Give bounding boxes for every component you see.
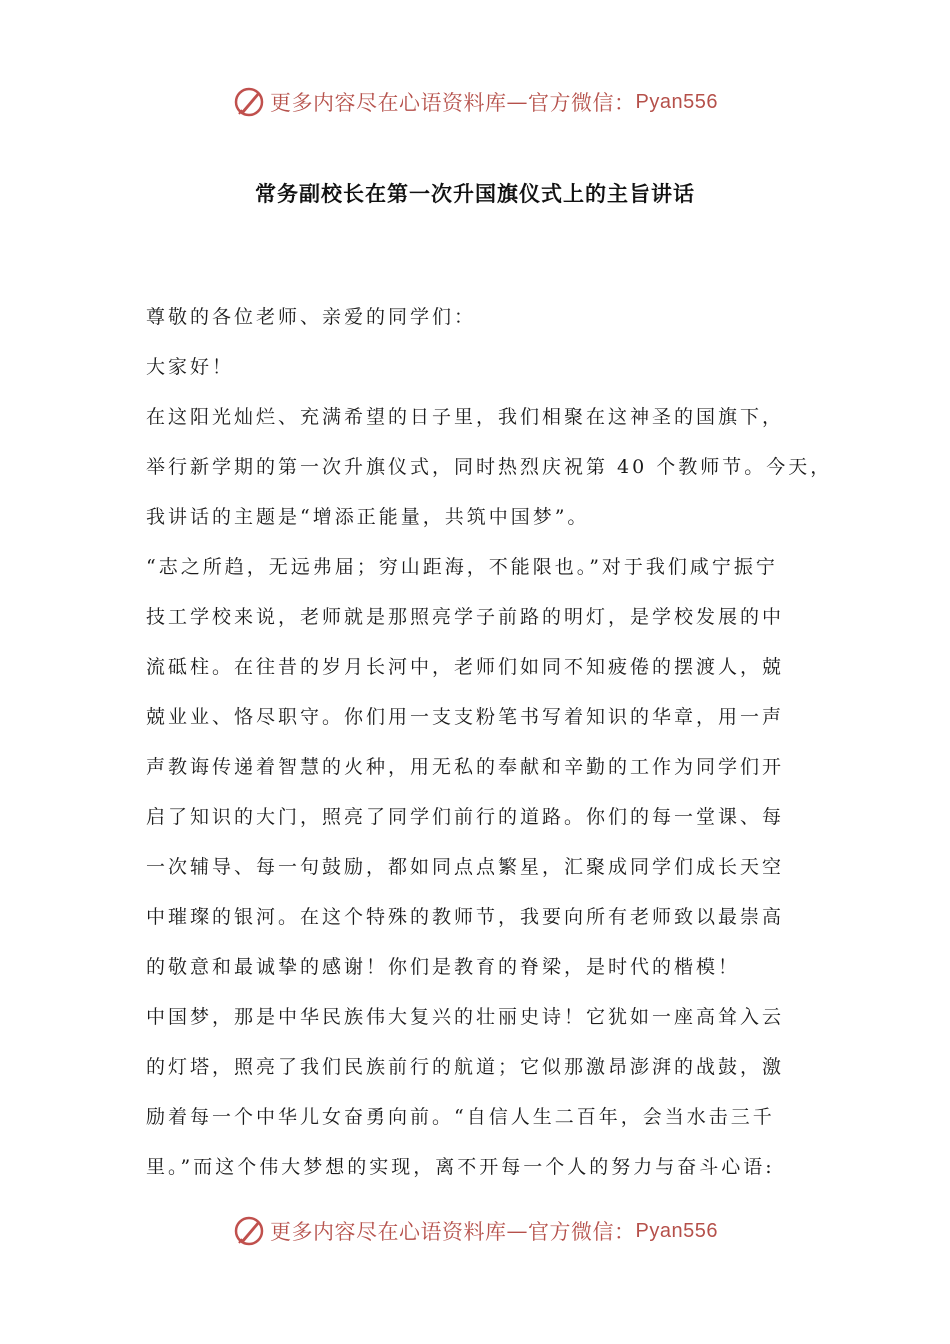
- body-line: “志之所趋，无远弗届；穷山距海，不能限也。”对于我们咸宁振宁: [146, 556, 778, 578]
- body-line: 一次辅导、每一句鼓励，都如同点点繁星，汇聚成同学们成长天空: [146, 856, 785, 878]
- body-line: 举行新学期的第一次升旗仪式，同时热烈庆祝第 40 个教师节。今天，: [146, 456, 833, 478]
- document-body: [146, 292, 833, 1192]
- watermark-dash: —: [506, 90, 529, 114]
- quill-pen-logo-icon: [232, 85, 266, 119]
- wechat-id: Pyan556: [635, 1219, 718, 1242]
- body-line: 的灯塔，照亮了我们民族前行的航道；它似那激昂澎湃的战鼓，激: [146, 1056, 785, 1078]
- body-line: 中国梦，那是中华民族伟大复兴的壮丽史诗！它犹如一座高耸入云: [146, 1006, 785, 1028]
- body-line: 在这阳光灿烂、充满希望的日子里，我们相聚在这神圣的国旗下，: [146, 406, 785, 428]
- body-line: 中璀璨的银河。在这个特殊的教师节，我要向所有老师致以最崇高: [146, 906, 785, 928]
- body-line: 我讲话的主题是“增添正能量，共筑中国梦”。: [146, 506, 590, 528]
- body-line: 声教诲传递着智慧的火种，用无私的奉献和辛勤的工作为同学们开: [146, 756, 785, 778]
- watermark-text: 更多内容尽在心语资料库: [270, 91, 507, 115]
- wechat-label: 官方微信：: [528, 91, 636, 115]
- wechat-id: Pyan556: [635, 90, 718, 113]
- document-title: 常务副校长在第一次升国旗仪式上的主旨讲话: [255, 182, 695, 206]
- footer-watermark-banner: [0, 1211, 950, 1251]
- body-line: 兢业业、恪尽职守。你们用一支支粉笔书写着知识的华章，用一声: [146, 706, 785, 728]
- body-line: 励着每一个中华儿女奋勇向前。“自信人生二百年，会当水击三千: [146, 1106, 775, 1128]
- body-line: 的敬意和最诚挚的感谢！你们是教育的脊梁，是时代的楷模！: [146, 956, 741, 978]
- body-line: 大家好！: [146, 356, 235, 378]
- watermark-dash: —: [506, 1219, 529, 1243]
- body-line: 尊敬的各位老师、亲爱的同学们：: [146, 306, 477, 328]
- body-line: 技工学校来说，老师就是那照亮学子前路的明灯，是学校发展的中: [146, 606, 785, 628]
- body-line: 流砥柱。在往昔的岁月长河中，老师们如同不知疲倦的摆渡人，兢: [146, 656, 785, 678]
- header-watermark-banner: [0, 82, 950, 122]
- wechat-label: 官方微信：: [528, 1220, 636, 1244]
- body-line: 里。”而这个伟大梦想的实现，离不开每一个人的努力与奋斗心语:: [146, 1156, 775, 1178]
- body-line: 启了知识的大门，照亮了同学们前行的道路。你们的每一堂课、每: [146, 806, 785, 828]
- watermark-text: 更多内容尽在心语资料库: [270, 1220, 507, 1244]
- quill-pen-logo-icon: [232, 1214, 266, 1248]
